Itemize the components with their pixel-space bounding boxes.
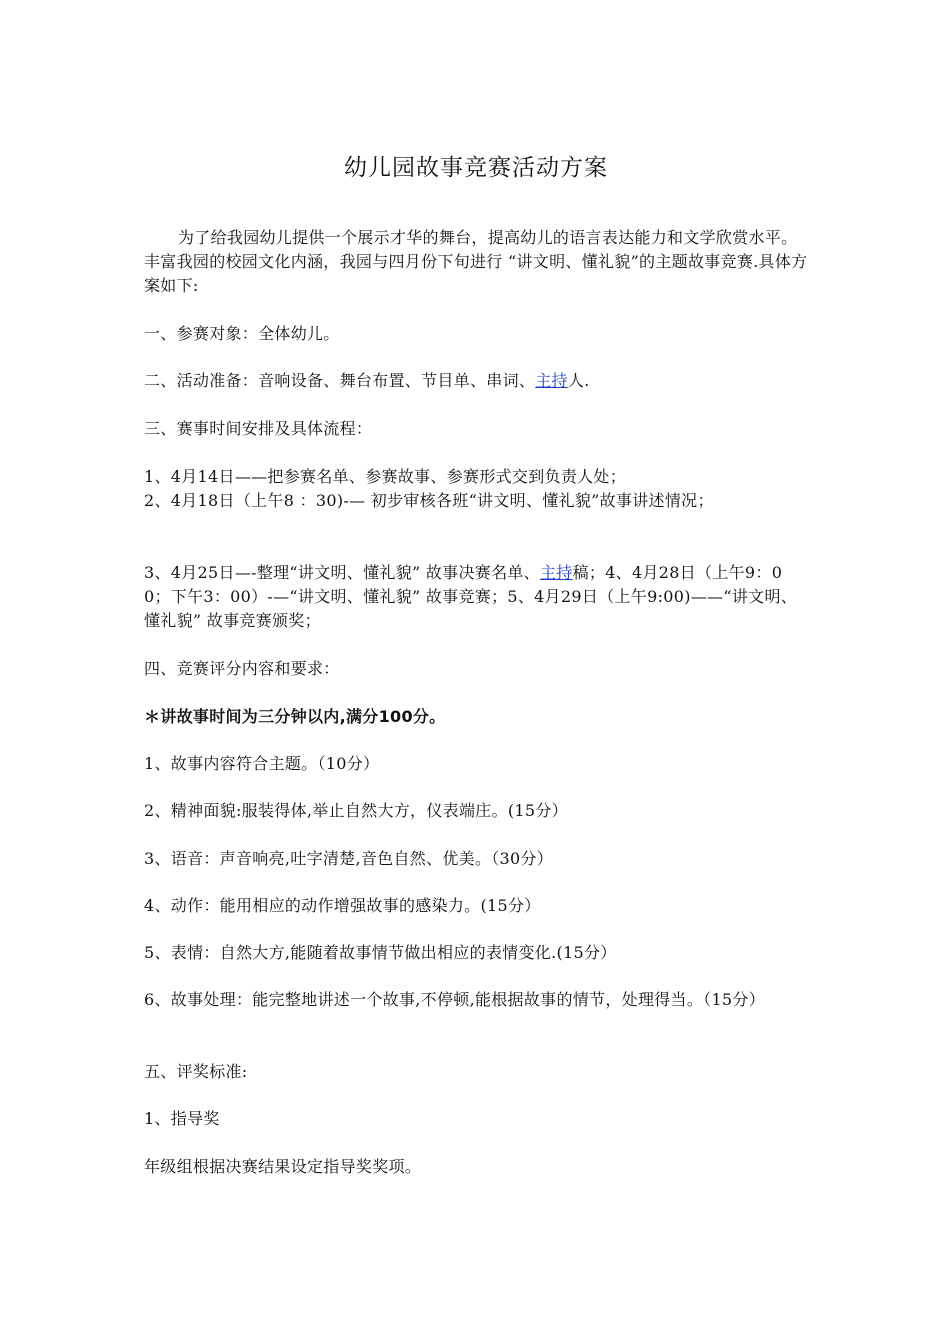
intro-paragraph: 为了给我园幼儿提供一个展示才华的舞台，提高幼儿的语言表达能力和文学欣赏水平。丰富我园的校园文化内涵，我园与四月份下旬进行 “讲文明、懂礼貌”的主题故事竞赛.具体方案如下:	[144, 228, 808, 295]
criteria-item: 5、表情：自然大方,能随着故事情节做出相应的表情变化.(15分）	[144, 943, 617, 962]
section-awards-heading: 五、评奖标准:	[144, 1062, 248, 1081]
section-schedule-heading: 三、赛事时间安排及具体流程：	[144, 419, 373, 438]
criteria-item: 3、语音：声音响亮,吐字清楚,音色自然、优美。（30分）	[144, 849, 554, 868]
page-title: 幼儿园故事竞赛活动方案	[344, 155, 608, 181]
award-guidance-heading: 1、指导奖	[144, 1109, 220, 1128]
schedule-item-2: 2、4月18日（上午8 ：30)-— 初步审核各班“讲文明、懂礼貌”故事讲述情况；	[144, 491, 714, 510]
scoring-note: ＊讲故事时间为三分钟以内,满分100分。	[144, 707, 446, 726]
section-scoring-heading: 四、竞赛评分内容和要求：	[144, 659, 340, 678]
section-participants: 一、参赛对象：全体幼儿。	[144, 324, 340, 343]
host-script-link[interactable]: 主持	[539, 563, 573, 582]
criteria-item: 6、故事处理：能完整地讲述一个故事,不停顿,能根据故事的情节，处理得当。（15分）	[144, 990, 766, 1009]
preparation-text-end: 人.	[567, 371, 590, 390]
schedule-item-3-text-end: 稿；4、4月28日（上午9：00；下午3：00）-—“讲文明、懂礼貌” 故事竞赛；5、4月29日（上午9:00)——“讲文明、懂礼貌” 故事竞赛颁奖；	[144, 563, 798, 630]
criteria-item: 2、精神面貌:服装得体,举止自然大方，仪表端庄。(15分）	[144, 801, 568, 820]
award-guidance-text: 年级组根据决赛结果设定指导奖奖项。	[144, 1157, 422, 1176]
schedule-item-3	[144, 561, 808, 633]
schedule-item-3-text: 3、4月25日—-整理“讲文明、懂礼貌” 故事决赛名单、	[144, 563, 540, 582]
section-preparation	[144, 369, 808, 393]
criteria-item: 1、故事内容符合主题。（10分）	[144, 754, 380, 773]
preparation-text: 二、活动准备：音响设备、舞台布置、节目单、串词、	[144, 371, 536, 390]
criteria-item: 4、动作：能用相应的动作增强故事的感染力。(15分）	[144, 896, 541, 915]
host-link[interactable]: 主持	[535, 371, 568, 390]
schedule-item-1: 1、4月14日——把参赛名单、参赛故事、参赛形式交到负责人处；	[144, 467, 627, 486]
